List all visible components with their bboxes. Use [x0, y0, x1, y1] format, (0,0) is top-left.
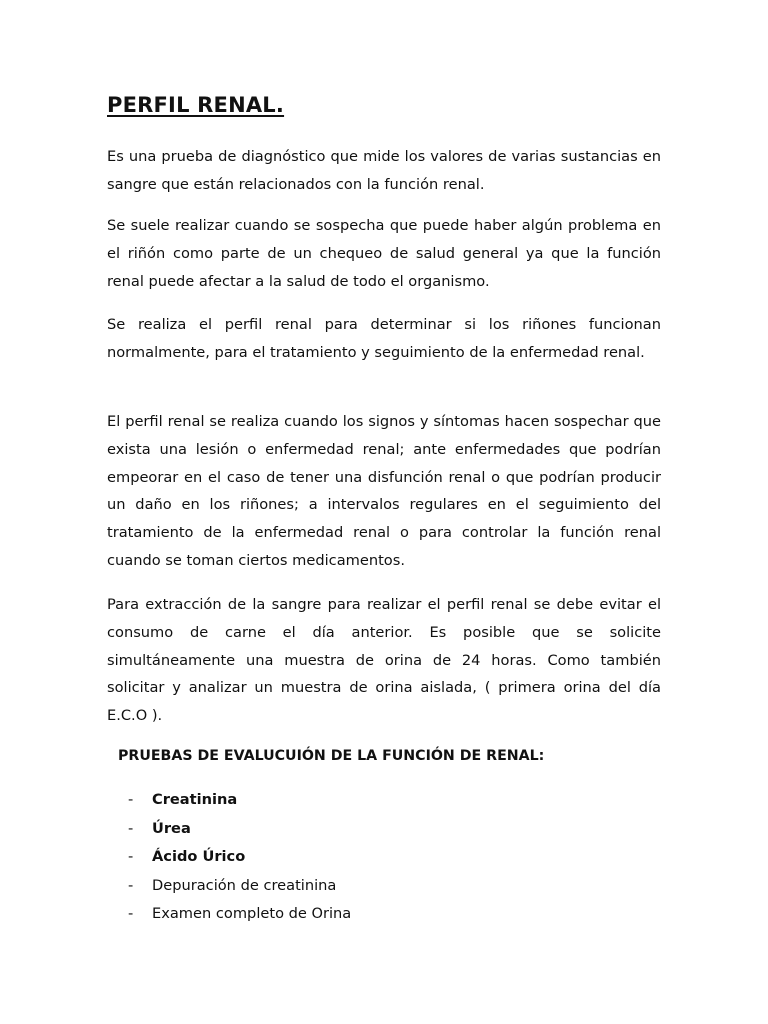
list-item-examen-orina — [128, 900, 351, 929]
tests-list — [128, 786, 351, 929]
list-item-urea — [128, 815, 351, 844]
paragraph-purpose: Se realiza el perfil renal para determinar si los riñones funcionan normalmente, para el tratamiento y seguimiento de la enfermedad renal. — [107, 316, 661, 361]
list-dash: - — [128, 848, 134, 865]
paragraph-preparation: Para extracción de la sangre para realizar el perfil renal se debe evitar el consumo de carne el día anterior. Es posible que se solicite simultáneamente una muestra de orina de 24 horas. Como también solicitar y analizar un muestra de orina aislada, ( primera orina del día E.C.O ). — [107, 596, 661, 725]
list-dash: - — [128, 905, 134, 922]
paragraph-indications: El perfil renal se realiza cuando los signos y síntomas hacen sospechar que exista una lesión o enfermedad renal; ante enfermedades que podrían empeorar en el caso de tener una disfunción renal o que podrían producir un daño en los riñones; a intervalos regulares en el seguimiento del tratamiento de la enfermedad renal o para controlar la función renal cuando se toman ciertos medicamentos. — [107, 413, 661, 569]
paragraph-definition: Es una prueba de diagnóstico que mide los valores de varias sustancias en sangre que están relacionados con la función renal. — [107, 148, 661, 193]
list-item-label: Creatinina — [152, 791, 238, 808]
list-dash: - — [128, 819, 134, 837]
list-dash: - — [128, 791, 134, 808]
section-heading-tests: PRUEBAS DE EVALUCUIÓN DE LA FUNCIÓN DE RENAL: — [118, 748, 545, 764]
list-item-depuracion-creatinina — [128, 872, 351, 901]
list-item-creatinina — [128, 786, 351, 815]
list-item-acido-urico — [128, 843, 351, 872]
list-item-label: Depuración de creatinina — [152, 876, 337, 894]
document-title: PERFIL RENAL. — [107, 93, 285, 117]
list-dash: - — [128, 876, 134, 894]
list-item-label: Examen completo de Orina — [152, 905, 352, 922]
list-item-label: Ácido Úrico — [152, 848, 246, 865]
paragraph-when-performed: Se suele realizar cuando se sospecha que puede haber algún problema en el riñón como parte de un chequeo de salud general ya que la función renal puede afectar a la salud de todo el organismo. — [107, 217, 661, 290]
list-item-label: Úrea — [152, 819, 191, 837]
